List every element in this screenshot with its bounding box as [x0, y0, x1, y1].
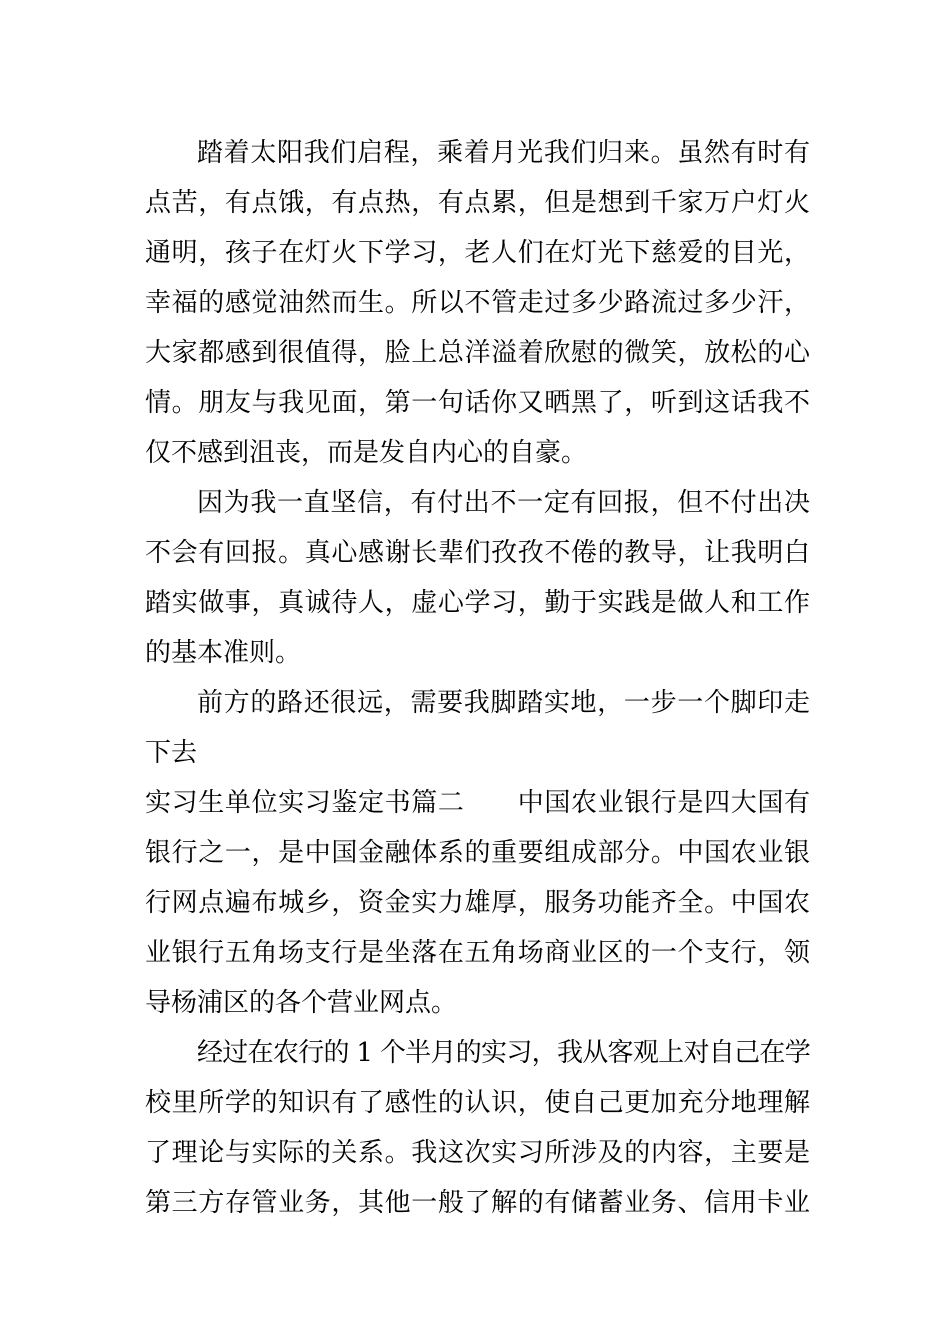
text-line: 行网点遍布城乡，资金实力雄厚，服务功能齐全。中国农	[145, 888, 810, 918]
text-line: 大家都感到很值得，脸上总洋溢着欣慰的微笑，放松的心	[145, 338, 810, 368]
text-line: 仅不感到沮丧，而是发自内心的自豪。	[145, 438, 588, 468]
text-line: 经过在农行的 1 个半月的实习，我从客观上对自己在学	[197, 1038, 810, 1068]
text-line: 导杨浦区的各个营业网点。	[145, 988, 458, 1018]
text-line: 的基本准则。	[145, 638, 302, 668]
body-text	[145, 128, 810, 1228]
text-line: 校里所学的知识有了感性的认识，使自己更加充分地理解	[145, 1088, 810, 1118]
text-line: 前方的路还很远，需要我脚踏实地，一步一个脚印走	[197, 688, 810, 718]
text-line: 点苦，有点饿，有点热，有点累，但是想到千家万户灯火	[145, 188, 810, 218]
section-heading-line: 实习生单位实习鉴定书篇二 中国农业银行是四大国有	[145, 788, 810, 818]
text-line: 踏实做事，真诚待人，虚心学习，勤于实践是做人和工作	[145, 588, 810, 618]
text-line: 情。朋友与我见面，第一句话你又晒黑了，听到这话我不	[145, 388, 810, 418]
text-line: 了理论与实际的关系。我这次实习所涉及的内容，主要是	[145, 1138, 810, 1168]
text-line: 不会有回报。真心感谢长辈们孜孜不倦的教导，让我明白	[145, 538, 810, 568]
text-line: 幸福的感觉油然而生。所以不管走过多少路流过多少汗，	[145, 288, 810, 318]
text-line: 第三方存管业务，其他一般了解的有储蓄业务、信用卡业	[145, 1188, 810, 1218]
text-line: 踏着太阳我们启程，乘着月光我们归来。虽然有时有	[197, 138, 810, 168]
text-line: 通明，孩子在灯火下学习，老人们在灯光下慈爱的目光，	[145, 238, 810, 268]
text-line: 银行之一，是中国金融体系的重要组成部分。中国农业银	[145, 838, 810, 868]
text-line: 业银行五角场支行是坐落在五角场商业区的一个支行，领	[145, 938, 810, 968]
text-line: 下去	[145, 738, 198, 768]
text-line: 因为我一直坚信，有付出不一定有回报，但不付出决	[197, 488, 810, 518]
